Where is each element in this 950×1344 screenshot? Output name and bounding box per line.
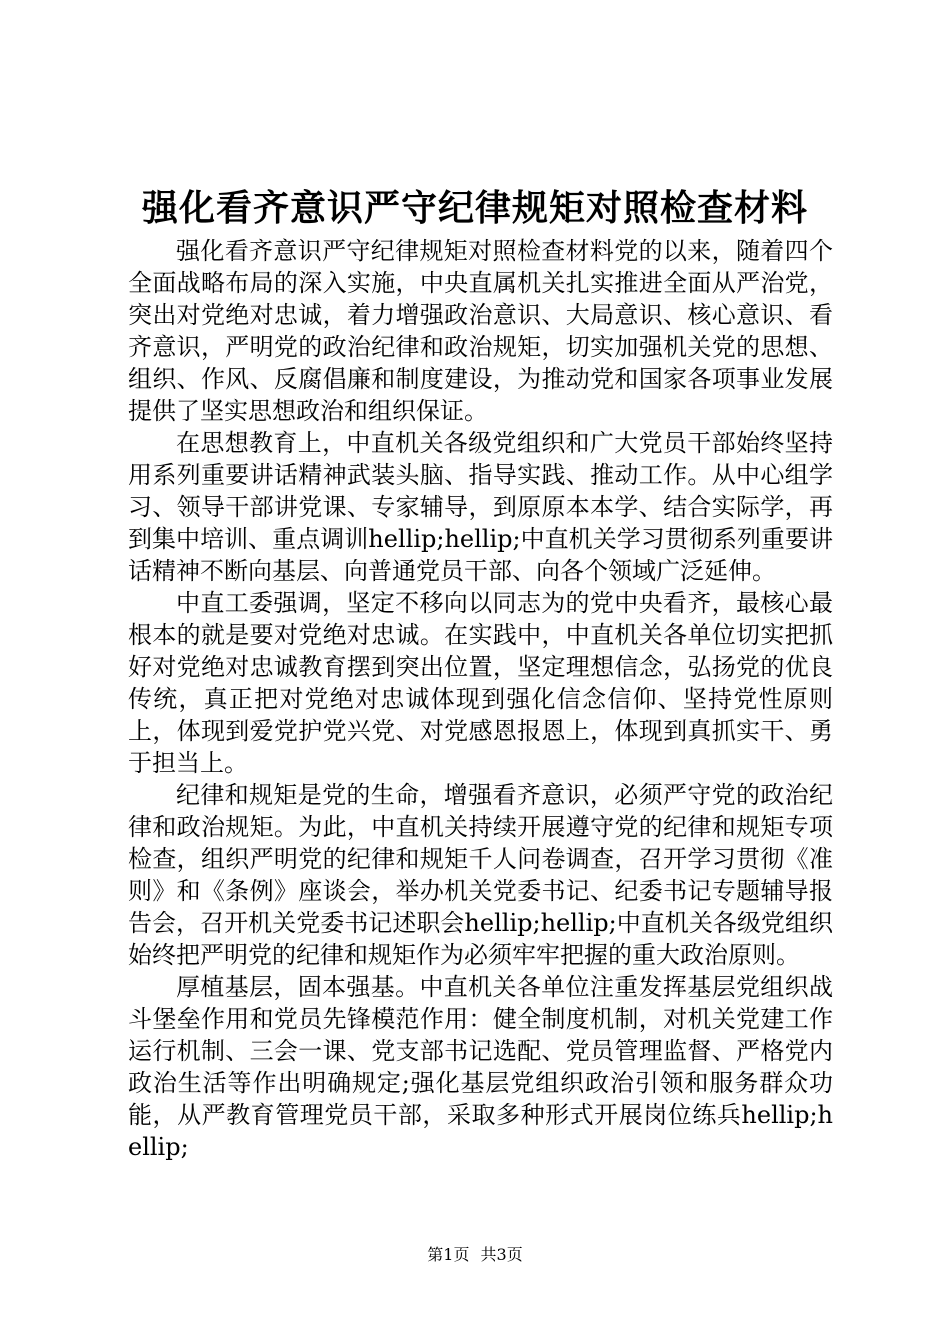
paragraph-2: 在思想教育上，中直机关各级党组织和广大党员干部始终坚持用系列重要讲话精神武装头脑、指导实践、推动工作。从中心组学习、领导干部讲党课、专家辅导，到原原本本学、结合实际学，再到集中培训、重点调训hellip;hellip;中直机关学习贯彻系列重要讲话精神不断向基层、向普通党员干部、向各个领域广泛延伸。 <box>128 429 833 585</box>
document-body <box>128 235 833 1163</box>
page-total: 共3页 <box>480 1245 523 1264</box>
document-title: 强化看齐意识严守纪律规矩对照检查材料 <box>141 187 808 229</box>
paragraph-3: 中直工委强调，坚定不移向以同志为的党中央看齐，最核心最根本的就是要对党绝对忠诚。在实践中，中直机关各单位切实把抓好对党绝对忠诚教育摆到突出位置，坚定理想信念，弘扬党的优良传统，真正把对党绝对忠诚体现到强化信念信仰、坚持党性原则上，体现到爱党护党兴党、对党感恩报恩上，体现到真抓实干、勇于担当上。 <box>128 589 833 777</box>
paragraph-4: 纪律和规矩是党的生命，增强看齐意识，必须严守党的政治纪律和政治规矩。为此，中直机关持续开展遵守党的纪律和规矩专项检查，组织严明党的纪律和规矩千人问卷调查，召开学习贯彻《准则》和《条例》座谈会，举办机关党委书记、纪委书记专题辅导报告会，召开机关党委书记述职会hellip;hellip;中直机关各级党组织始终把严明党的纪律和规矩作为必须牢牢把握的重大政治原则。 <box>128 781 833 969</box>
paragraph-5: 厚植基层，固本强基。中直机关各单位注重发挥基层党组织战斗堡垒作用和党员先锋模范作用：健全制度机制，对机关党建工作运行机制、三会一课、党支部书记选配、党员管理监督、严格党内政治生活等作出明确规定;强化基层党组织政治引领和服务群众功能，从严教育管理党员干部，采取多种形式开展岗位练兵hellip;hellip; <box>128 973 833 1161</box>
paragraph-1: 强化看齐意识严守纪律规矩对照检查材料党的以来，随着四个全面战略布局的深入实施，中央直属机关扎实推进全面从严治党，突出对党绝对忠诚，着力增强政治意识、大局意识、核心意识、看齐意识，严明党的政治纪律和政治规矩，切实加强机关党的思想、组织、作风、反腐倡廉和制度建设，为推动党和国家各项事业发展提供了坚实思想政治和组织保证。 <box>128 237 833 425</box>
page-footer <box>0 1244 950 1266</box>
page-number: 第1页 <box>427 1245 470 1264</box>
